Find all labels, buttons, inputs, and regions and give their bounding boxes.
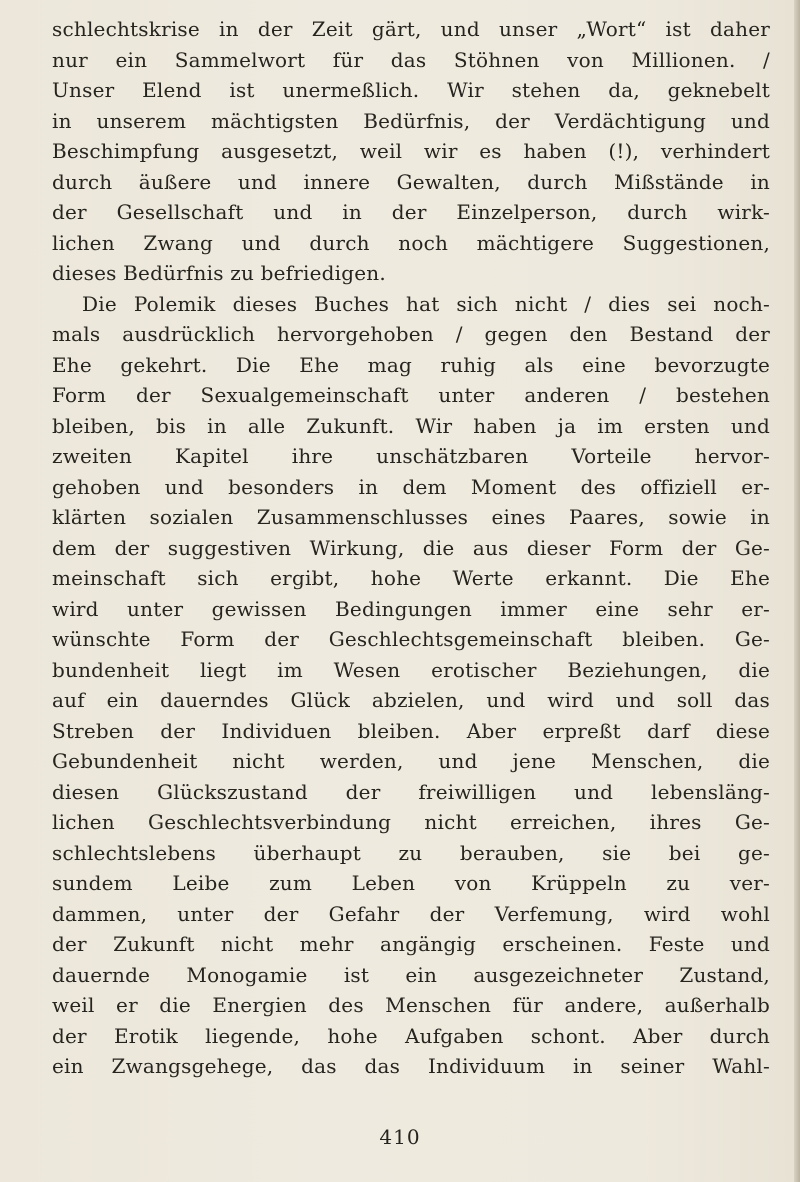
body-text (52, 14, 770, 1082)
text-line: dauernde Monogamie ist ein ausgezeichneter Zustand, (52, 962, 770, 987)
text-line: Unser Elend ist unermeßlich. Wir stehen da, geknebelt (52, 78, 770, 102)
text-line: Streben der Individuen bleiben. Aber erpreßt darf diese (52, 718, 770, 743)
text-line-paragraph-start: Die Polemik dieses Buches hat sich nicht / dies sei noch- (82, 291, 770, 316)
text-line: schlechtslebens überhaupt zu berauben, sie bei ge- (52, 840, 770, 865)
text-line: Ehe gekehrt. Die Ehe mag ruhig als eine bevorzugte (52, 352, 770, 377)
text-line: gehoben und besonders in dem Moment des offiziell er- (52, 474, 770, 499)
text-line: zweiten Kapitel ihre unschätzbaren Vorteile hervor- (52, 444, 770, 468)
text-line: durch äußere und innere Gewalten, durch Mißstände in (52, 169, 770, 194)
text-line: schlechtskrise in der Zeit gärt, und unser „Wort“ ist daher (52, 17, 770, 41)
text-line: mals ausdrücklich hervorgehoben / gegen den Bestand der (52, 322, 770, 346)
page-edge-shadow (794, 0, 800, 1182)
text-line-paragraph-end: dieses Bedürfnis zu befriedigen. (52, 261, 386, 285)
text-line: meinschaft sich ergibt, hohe Werte erkannt. Die Ehe (52, 566, 770, 590)
text-line: sundem Leibe zum Leben von Krüppeln zu ver- (52, 871, 770, 895)
text-line: Form der Sexualgemeinschaft unter anderen / bestehen (52, 383, 770, 407)
text-line: auf ein dauerndes Glück abzielen, und wird und soll das (52, 688, 770, 712)
text-line: lichen Zwang und durch noch mächtigere Suggestionen, (52, 230, 770, 255)
text-line: in unserem mächtigsten Bedürfnis, der Verdächtigung und (52, 108, 770, 133)
text-line: Gebundenheit nicht werden, und jene Menschen, die (52, 749, 770, 773)
text-line: lichen Geschlechtsverbindung nicht erreichen, ihres Ge- (52, 810, 770, 834)
text-line: wird unter gewissen Bedingungen immer eine sehr er- (52, 596, 770, 621)
text-line: nur ein Sammelwort für das Stöhnen von Millionen. / (52, 47, 770, 72)
text-line: dammen, unter der Gefahr der Verfemung, wird wohl (52, 901, 770, 926)
page-number: 410 (379, 1125, 421, 1149)
text-line: Beschimpfung ausgesetzt, weil wir es haben (!), verhindert (52, 139, 770, 163)
text-line: wünschte Form der Geschlechtsgemeinschaft bleiben. Ge- (52, 627, 770, 651)
text-line: der Zukunft nicht mehr angängig erscheinen. Feste und (52, 932, 770, 956)
text-line: bundenheit liegt im Wesen erotischer Beziehungen, die (52, 657, 770, 682)
text-line: diesen Glückszustand der freiwilligen und lebensläng- (52, 779, 770, 804)
text-line: klärten sozialen Zusammenschlusses eines Paares, sowie in (52, 505, 770, 529)
text-line: der Gesellschaft und in der Einzelperson, durch wirk- (52, 200, 770, 224)
text-line: weil er die Energien des Menschen für andere, außerhalb (52, 993, 770, 1017)
text-line: dem der suggestiven Wirkung, die aus dieser Form der Ge- (52, 535, 770, 560)
text-line: der Erotik liegende, hohe Aufgaben schont. Aber durch (52, 1023, 770, 1048)
text-line: bleiben, bis in alle Zukunft. Wir haben ja im ersten und (52, 413, 770, 438)
text-line: ein Zwangsgehege, das das Individuum in seiner Wahl- (52, 1054, 770, 1078)
